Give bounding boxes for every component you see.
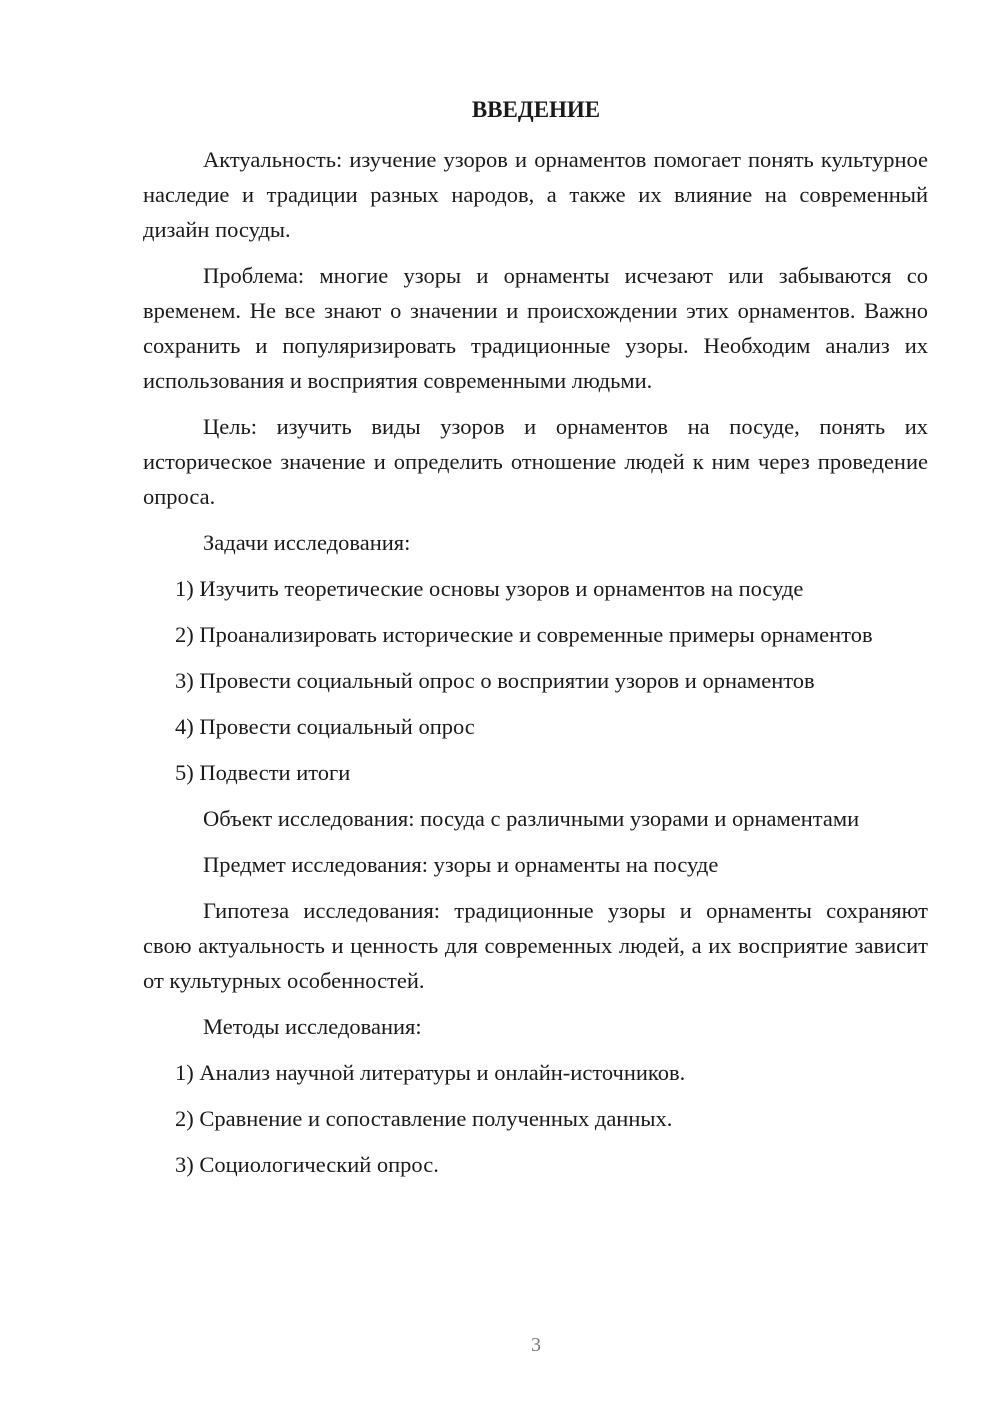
- paragraph-relevance: Актуальность: изучение узоров и орнаментов помогает понять культурное наследие и традиции разных народов, а также их влияние на современный дизайн посуды.: [143, 147, 928, 242]
- task-item: 1) Изучить теоретические основы узоров и орнаментов на посуде: [175, 576, 804, 601]
- task-item: 2) Проанализировать исторические и современные примеры орнаментов: [175, 622, 873, 647]
- task-item: 5) Подвести итоги: [175, 760, 351, 785]
- method-item: 3) Социологический опрос.: [175, 1152, 439, 1177]
- paragraph-hypothesis: Гипотеза исследования: традиционные узоры и орнаменты сохраняют свою актуальность и ценность для современных людей, а их восприятие зависит от культурных особенностей.: [143, 898, 928, 993]
- method-item: 1) Анализ научной литературы и онлайн-источников.: [175, 1060, 686, 1085]
- document-body: [143, 142, 928, 1193]
- page-title: ВВЕДЕНИЕ: [471, 97, 601, 122]
- task-item: 4) Провести социальный опрос: [175, 714, 475, 739]
- tasks-heading: Задачи исследования:: [203, 530, 411, 555]
- paragraph-object: Объект исследования: посуда с различными узорами и орнаментами: [203, 806, 860, 831]
- paragraph-goal: Цель: изучить виды узоров и орнаментов на посуде, понять их историческое значение и определить отношение людей к ним через проведение опроса.: [143, 414, 928, 509]
- methods-heading: Методы исследования:: [203, 1014, 422, 1039]
- method-item: 2) Сравнение и сопоставление полученных данных.: [175, 1106, 673, 1131]
- paragraph-subject: Предмет исследования: узоры и орнаменты на посуде: [203, 852, 719, 877]
- task-item: 3) Провести социальный опрос о восприятии узоров и орнаментов: [175, 668, 815, 693]
- page-number: 3: [531, 1334, 541, 1356]
- paragraph-problem: Проблема: многие узоры и орнаменты исчезают или забываются со временем. Не все знают о значении и происхождении этих орнаментов. Важно сохранить и популяризировать традиционные узоры. Необходим анализ их использования и восприятия современными людьми.: [143, 263, 928, 393]
